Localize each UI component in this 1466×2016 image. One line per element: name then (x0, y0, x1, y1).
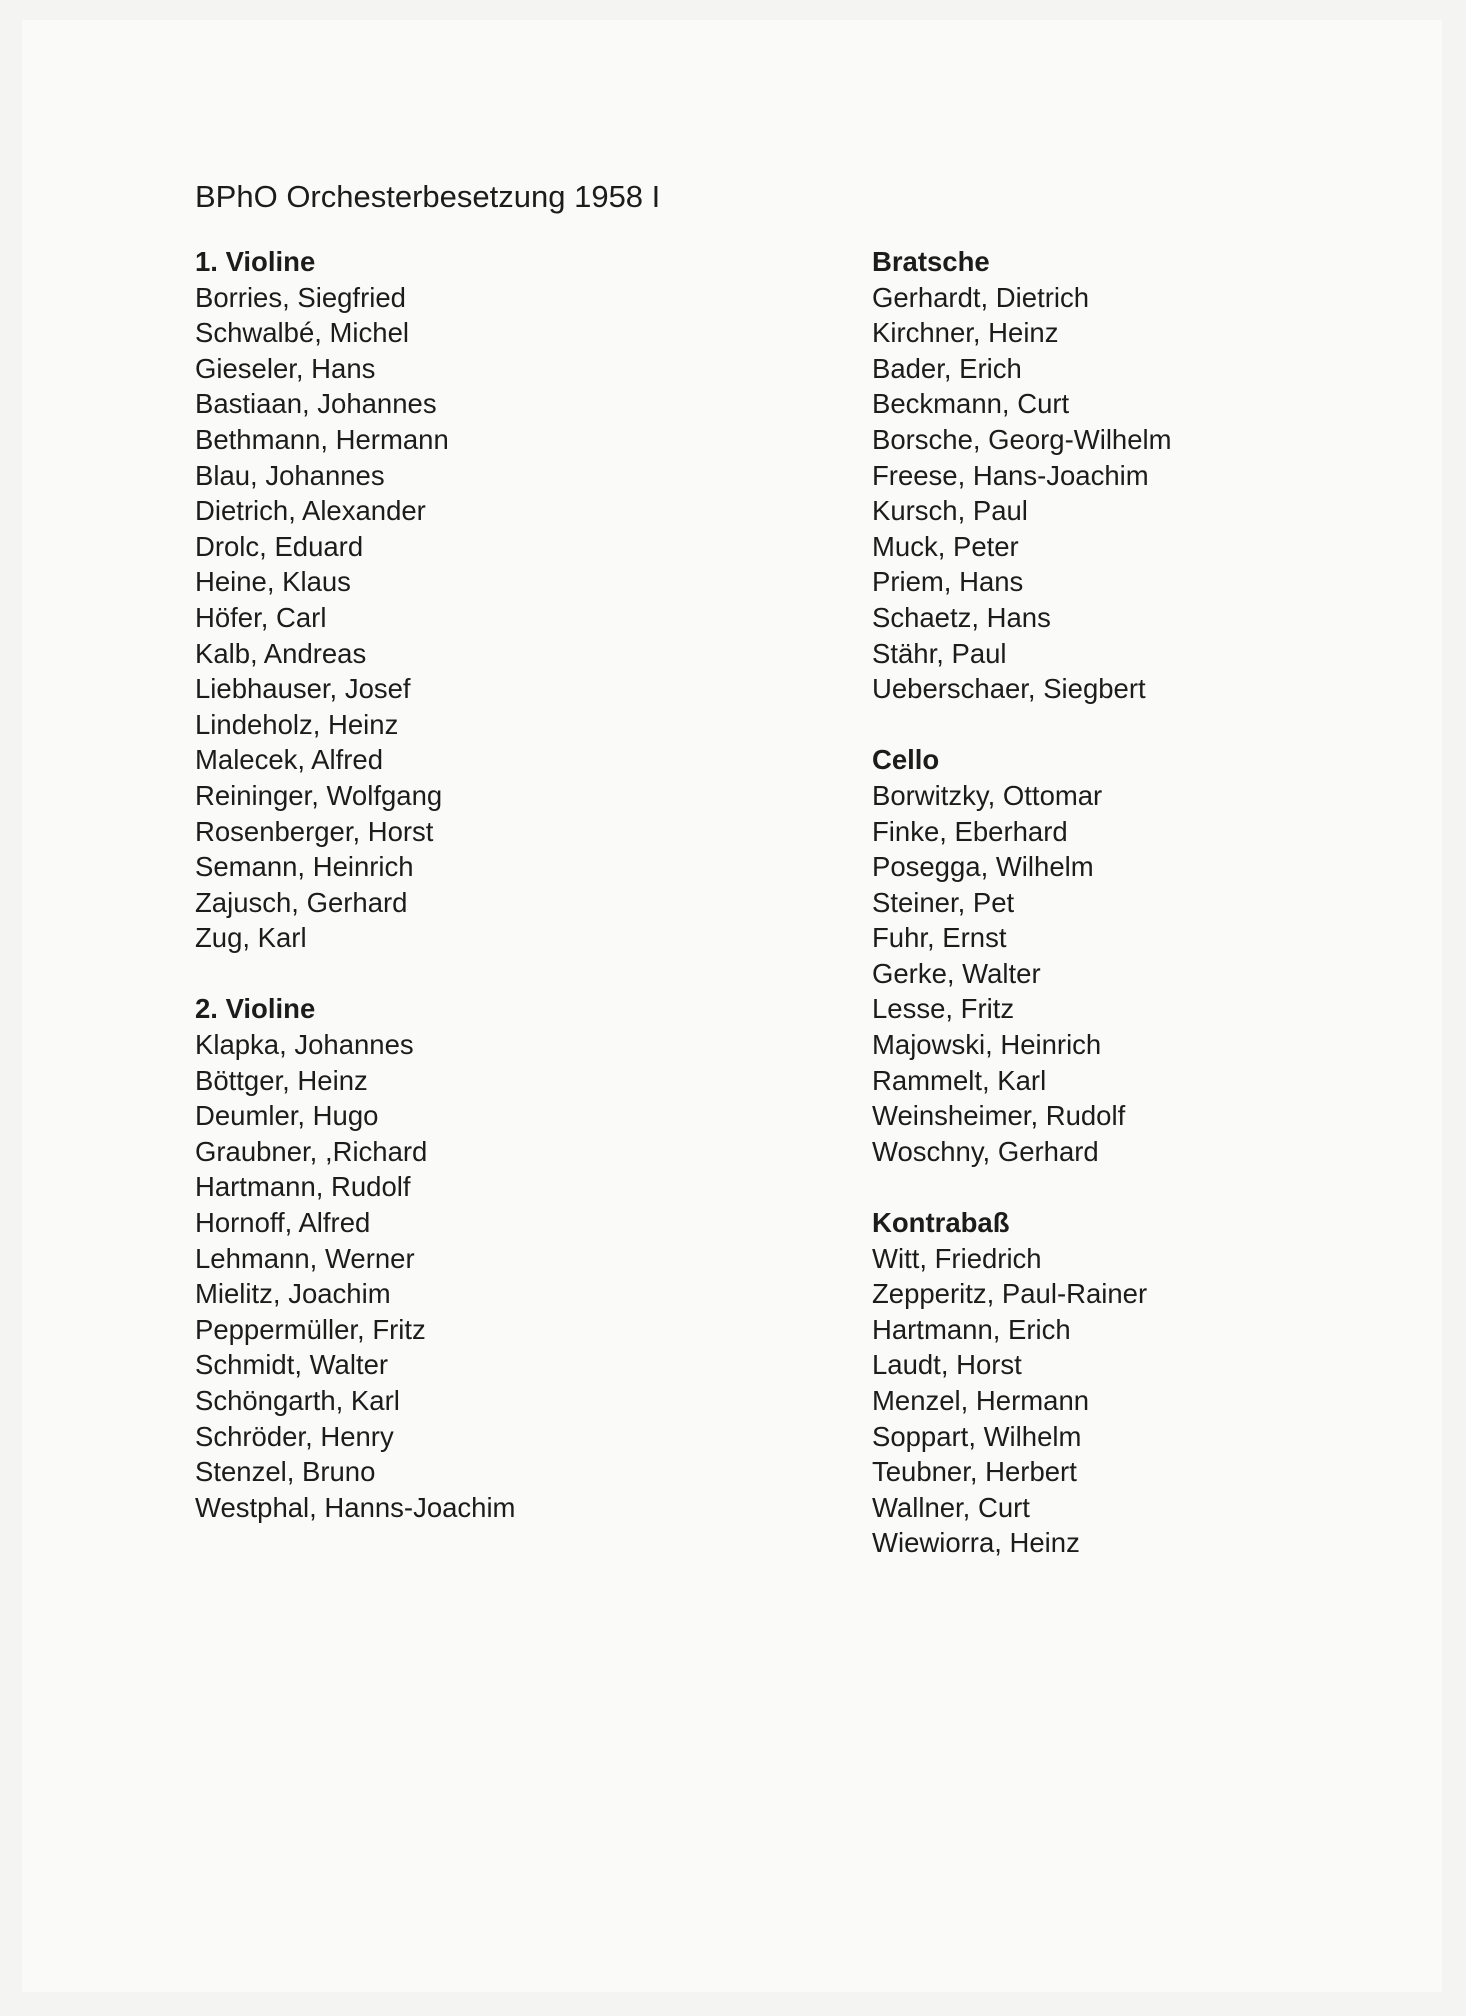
member-name: Laudt, Horst (872, 1349, 1022, 1381)
member-name: Borries, Siegfried (195, 281, 406, 313)
member-name: Menzel, Hermann (872, 1385, 1090, 1416)
member-name: Steiner, Pet (872, 886, 1015, 918)
member-name: Malecek, Alfred (195, 744, 384, 776)
document-title: BPhO Orchesterbesetzung 1958 I (195, 178, 661, 214)
member-name: Hornoff, Alfred (195, 1207, 371, 1239)
member-name: Mielitz, Joachim (195, 1278, 391, 1310)
member-name: Majowski, Heinrich (872, 1029, 1102, 1061)
member-name: Hartmann, Erich (872, 1313, 1071, 1345)
member-name: Gerhardt, Dietrich (872, 281, 1090, 313)
member-name: Semann, Heinrich (195, 851, 414, 883)
section-bratsche (872, 244, 1172, 707)
member-name: Graubner, ,Richard (195, 1135, 428, 1167)
member-name: Lindeholz, Heinz (195, 708, 399, 740)
member-name: Beckmann, Curt (872, 388, 1070, 420)
member-name: Bethmann, Hermann (195, 423, 449, 455)
member-name: Posegga, Wilhelm (872, 851, 1094, 883)
left-column (195, 244, 515, 1561)
member-list (872, 1241, 1172, 1561)
member-name: Wiewiorra, Heinz (872, 1527, 1080, 1559)
member-name: Zug, Karl (195, 922, 307, 954)
section-heading: 1. Violine (195, 246, 316, 277)
member-name: Lesse, Fritz (872, 993, 1015, 1025)
section-1-violine (195, 244, 515, 956)
member-name: Schmidt, Walter (195, 1349, 389, 1381)
member-name: Westphal, Hanns-Joachim (195, 1491, 516, 1523)
member-name: Lehmann, Werner (195, 1242, 415, 1274)
member-name: Bader, Erich (872, 352, 1022, 384)
member-name: Dietrich, Alexander (195, 495, 426, 527)
member-name: Drolc, Eduard (195, 530, 364, 562)
section-heading: Kontrabaß (872, 1207, 1010, 1239)
member-name: Schröder, Henry (195, 1420, 394, 1452)
right-column (872, 244, 1172, 1597)
member-name: Stenzel, Bruno (195, 1456, 376, 1488)
member-name: Schwalbé, Michel (195, 317, 409, 349)
member-name: Kalb, Andreas (195, 637, 367, 669)
member-name: Blau, Johannes (195, 459, 385, 491)
section-2-violine (195, 991, 515, 1525)
member-name: Klapka, Johannes (195, 1029, 414, 1061)
member-name: Borwitzky, Ottomar (872, 779, 1103, 811)
member-name: Muck, Peter (872, 530, 1019, 562)
member-name: Zajusch, Gerhard (195, 886, 408, 918)
member-name: Fuhr, Ernst (872, 922, 1007, 954)
member-name: Stähr, Paul (872, 637, 1007, 669)
member-list (195, 1027, 515, 1525)
member-name: Witt, Friedrich (872, 1242, 1042, 1274)
member-name: Kursch, Paul (872, 495, 1028, 527)
member-name: Rosenberger, Horst (195, 815, 434, 847)
member-name: Peppermüller, Fritz (195, 1313, 426, 1345)
member-name: Bastiaan, Johannes (195, 388, 437, 420)
section-heading: Cello (872, 744, 940, 776)
section-kontrabass (872, 1205, 1172, 1561)
section-heading: Bratsche (872, 246, 990, 277)
member-name: Borsche, Georg-Wilhelm (872, 423, 1172, 455)
member-name: Höfer, Carl (195, 601, 327, 633)
member-name: Schaetz, Hans (872, 601, 1051, 633)
member-name: Gerke, Walter (872, 957, 1041, 989)
section-heading: 2. Violine (195, 993, 316, 1025)
member-list (872, 280, 1172, 707)
member-name: Zepperitz, Paul-Rainer (872, 1278, 1148, 1310)
member-name: Deumler, Hugo (195, 1100, 379, 1132)
member-name: Teubner, Herbert (872, 1456, 1077, 1488)
member-name: Gieseler, Hans (195, 352, 376, 384)
member-name: Schöngarth, Karl (195, 1385, 400, 1416)
member-list (872, 778, 1172, 1170)
member-name: Weinsheimer, Rudolf (872, 1100, 1126, 1132)
member-name: Rammelt, Karl (872, 1064, 1047, 1096)
member-name: Reininger, Wolfgang (195, 779, 443, 811)
member-name: Liebhauser, Josef (195, 673, 411, 705)
member-list (195, 280, 515, 956)
member-name: Wallner, Curt (872, 1491, 1030, 1523)
member-name: Woschny, Gerhard (872, 1135, 1099, 1167)
member-name: Ueberschaer, Siegbert (872, 673, 1146, 705)
member-name: Finke, Eberhard (872, 815, 1068, 847)
member-name: Böttger, Heinz (195, 1064, 368, 1096)
section-cello (872, 742, 1172, 1169)
member-name: Freese, Hans-Joachim (872, 459, 1149, 491)
member-name: Soppart, Wilhelm (872, 1420, 1082, 1452)
member-name: Priem, Hans (872, 566, 1024, 598)
member-name: Heine, Klaus (195, 566, 351, 598)
member-name: Kirchner, Heinz (872, 317, 1059, 349)
member-name: Hartmann, Rudolf (195, 1171, 411, 1203)
